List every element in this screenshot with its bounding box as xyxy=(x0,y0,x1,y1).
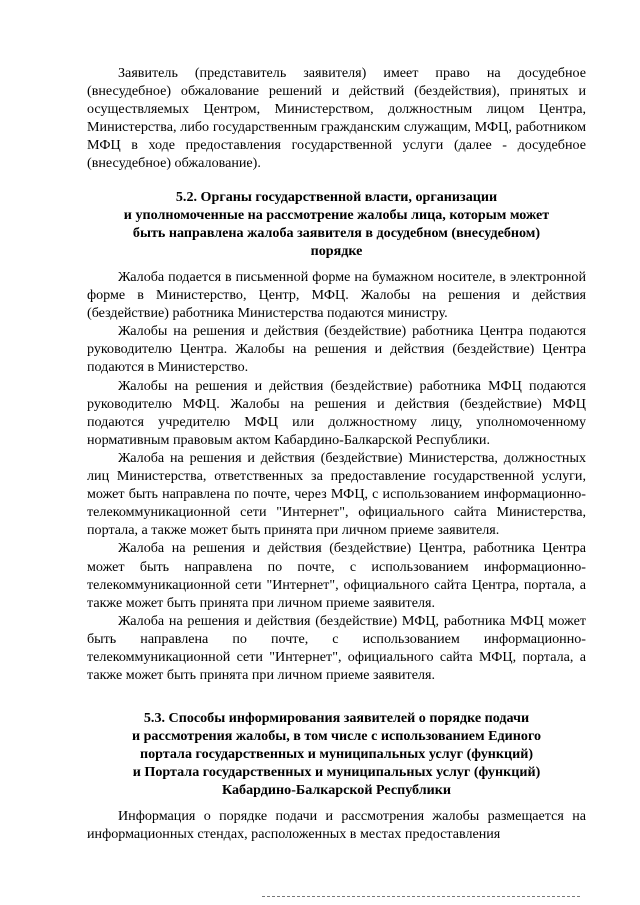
paragraph: Жалоба на решения и действия (бездействие) Министерства, должностных лиц Министерства, ответственных за предоставление государственной услуги, может быть направлена по почте, через МФЦ, с использованием информационно-телекоммуникационной сети "Интернет", официального сайта Министерства, портала, а также может быть принята при личном приеме заявителя. xyxy=(87,449,586,539)
paragraph: Жалобы на решения и действия (бездействие) работника Центра подаются руководителю Центра. Жалобы на решения и действия (бездействие) Центра подаются в Министерство. xyxy=(87,323,586,376)
intro-section xyxy=(87,64,586,173)
heading-line: портала государственных и муниципальных услуг (функций) xyxy=(139,746,534,762)
heading-line: и Портала государственных и муниципальных услуг (функций) xyxy=(132,764,541,780)
heading-line: 5.2. Органы государственной власти, организации xyxy=(175,189,498,205)
heading-line: и рассмотрения жалобы, в том числе с использованием Единого xyxy=(131,728,542,744)
paragraph: Жалоба на решения и действия (бездействие) МФЦ, работника МФЦ может быть направлена по почте, с использованием информационно-телекоммуникационной сети "Интернет", официального сайта МФЦ, портала, а также может быть принята при личном приеме заявителя. xyxy=(87,612,586,684)
section-5-3-body xyxy=(87,807,586,843)
section-5-3-heading xyxy=(87,709,586,799)
paragraph: Жалобы на решения и действия (бездействие) работника МФЦ подаются руководителю МФЦ. Жалобы на решения и действия (бездействие) МФЦ подаются учредителю МФЦ или должностному лицу, уполномоченному нормативным правовым актом Кабардино-Балкарской Республики. xyxy=(87,377,586,448)
paragraph-appeal-right: Заявитель (представитель заявителя) имеет право на досудебное (внесудебное) обжалование решений и действий (бездействия), принятых и осуществляемых Центром, Министерством, должностным лицом Центра, Министерства, либо государственным гражданским служащим, МФЦ, работником МФЦ в ходе предоставления государственной услуги (далее - досудебное (внесудебное) обжалование). xyxy=(87,65,586,172)
heading-line: Кабардино-Балкарской Республики xyxy=(221,782,452,798)
paragraph: Жалоба подается в письменной форме на бумажном носителе, в электронной форме в Министерство, Центр, МФЦ. Жалобы на решения и действия (бездействие) работника Министерства подаются министру. xyxy=(87,269,586,322)
section-5-2-body xyxy=(87,268,586,684)
footer-rule xyxy=(262,896,580,897)
paragraph: Жалоба на решения и действия (бездействие) Центра, работника Центра может быть направлена по почте, с использованием информационно-телекоммуникационной сети "Интернет", официального сайта Центра, портала, а также может быть принята при личном приеме заявителя. xyxy=(87,540,586,611)
heading-line: быть направлена жалоба заявителя в досудебном (внесудебном) xyxy=(132,225,541,241)
heading-line: и уполномоченные на рассмотрение жалобы лица, которым может xyxy=(123,207,550,223)
heading-line: порядке xyxy=(310,243,363,259)
heading-line: 5.3. Способы информирования заявителей о порядке подачи xyxy=(143,710,530,726)
section-5-2-heading xyxy=(87,188,586,260)
paragraph: Информация о порядке подачи и рассмотрения жалобы размещается на информационных стендах, расположенных в местах предоставления xyxy=(87,808,586,843)
